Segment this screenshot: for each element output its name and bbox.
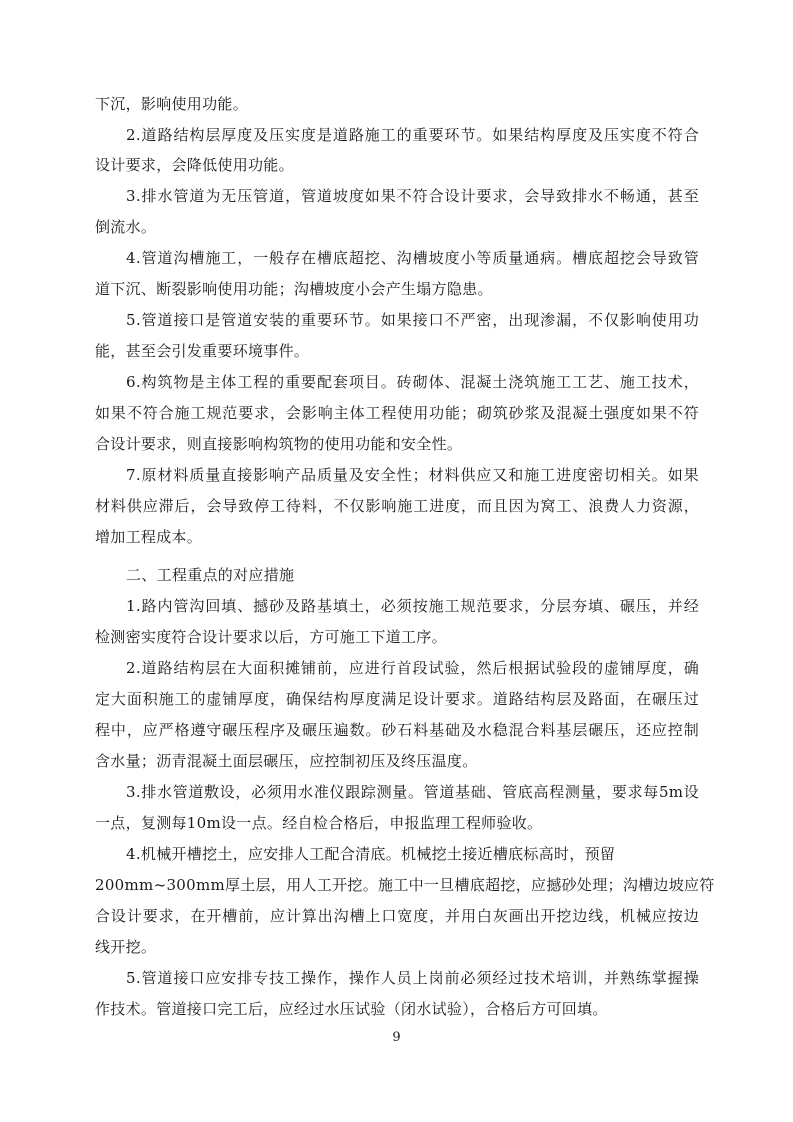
measure-1-line-2: 检测密实度符合设计要求以后，方可施工下道工序。 <box>95 628 447 646</box>
measure-5-line-1: 5.管道接口应安排专技工操作，操作人员上岗前必须经过技术培训，并熟练掌握操 <box>126 969 699 987</box>
paragraph-5-line-1: 5.管道接口是管道安装的重要环节。如果接口不严密，出现渗漏，不仅影响使用功 <box>126 311 699 329</box>
measure-2-line-2: 定大面积施工的虚铺厚度，确保结构厚度满足设计要求。道路结构层及路面，在碾压过 <box>95 690 699 708</box>
measure-5-line-2: 作技术。管道接口完工后，应经过水压试验（闭水试验），合格后方可回填。 <box>95 1000 608 1018</box>
paragraph-2-line-2: 设计要求，会降低使用功能。 <box>95 156 294 174</box>
page-number: 9 <box>392 1030 401 1045</box>
measure-4-line-2: 200mm~300mm厚土层，用人工开挖。施工中一旦槽底超挖，应撼砂处理；沟槽边坡应符 <box>95 876 715 894</box>
measure-3-line-1: 3.排水管道敷设，必须用水准仪跟踪测量。管道基础、管底高程测量，要求每5m设 <box>126 783 699 801</box>
paragraph-6-line-3: 合设计要求，则直接影响构筑物的使用功能和安全性。 <box>95 435 463 453</box>
measure-4-line-3: 合设计要求，在开槽前，应计算出沟槽上口宽度，并用白灰画出开挖边线，机械应按边 <box>95 907 699 925</box>
paragraph-7-line-1: 7.原材料质量直接影响产品质量及安全性；材料供应又和施工进度密切相关。如果 <box>126 466 699 484</box>
paragraph-2-line-1: 2.道路结构层厚度及压实度是道路施工的重要环节。如果结构厚度及压实度不符合 <box>126 126 699 144</box>
measure-1-line-1: 1.路内管沟回填、撼砂及路基填土，必须按施工规范要求，分层夯填、碾压，并经 <box>126 597 699 615</box>
paragraph-4-line-1: 4.管道沟槽施工，一般存在槽底超挖、沟槽坡度小等质量通病。槽底超挖会导致管 <box>126 249 699 267</box>
paragraph-4-line-2: 道下沉、断裂影响使用功能；沟槽坡度小会产生塌方隐患。 <box>95 280 493 298</box>
section-heading: 二、工程重点的对应措施 <box>126 566 295 584</box>
paragraph-7-line-2: 材料供应滞后，会导致停工待料，不仅影响施工进度，而且因为窝工、浪费人力资源， <box>95 497 699 515</box>
measure-4-line-1: 4.机械开槽挖土，应安排人工配合清底。机械挖土接近槽底标高时，预留 <box>126 845 616 863</box>
text-line: 下沉，影响使用功能。 <box>95 95 249 113</box>
paragraph-6-line-2: 如果不符合施工规范要求，会影响主体工程使用功能；砌筑砂浆及混凝土强度如果不符 <box>95 404 699 422</box>
paragraph-7-line-3: 增加工程成本。 <box>95 528 203 546</box>
measure-3-line-2: 一点，复测每10m设一点。经自检合格后，申报监理工程师验收。 <box>95 814 543 832</box>
paragraph-6-line-1: 6.构筑物是主体工程的重要配套项目。砖砌体、混凝土浇筑施工工艺、施工技术， <box>126 373 699 391</box>
paragraph-3-line-2: 倒流水。 <box>95 218 157 236</box>
paragraph-3-line-1: 3.排水管道为无压管道，管道坡度如果不符合设计要求，会导致排水不畅通，甚至 <box>126 187 699 205</box>
measure-2-line-4: 含水量；沥青混凝土面层碾压，应控制初压及终压温度。 <box>95 752 478 770</box>
paragraph-5-line-2: 能，甚至会引发重要环境事件。 <box>95 342 310 360</box>
measure-2-line-1: 2.道路结构层在大面积摊铺前，应进行首段试验，然后根据试验段的虚铺厚度，确 <box>126 659 699 677</box>
measure-4-line-4: 线开挖。 <box>95 938 157 956</box>
measure-2-line-3: 程中，应严格遵守碾压程序及碾压遍数。砂石料基础及水稳混合料基层碾压，还应控制 <box>95 721 699 739</box>
